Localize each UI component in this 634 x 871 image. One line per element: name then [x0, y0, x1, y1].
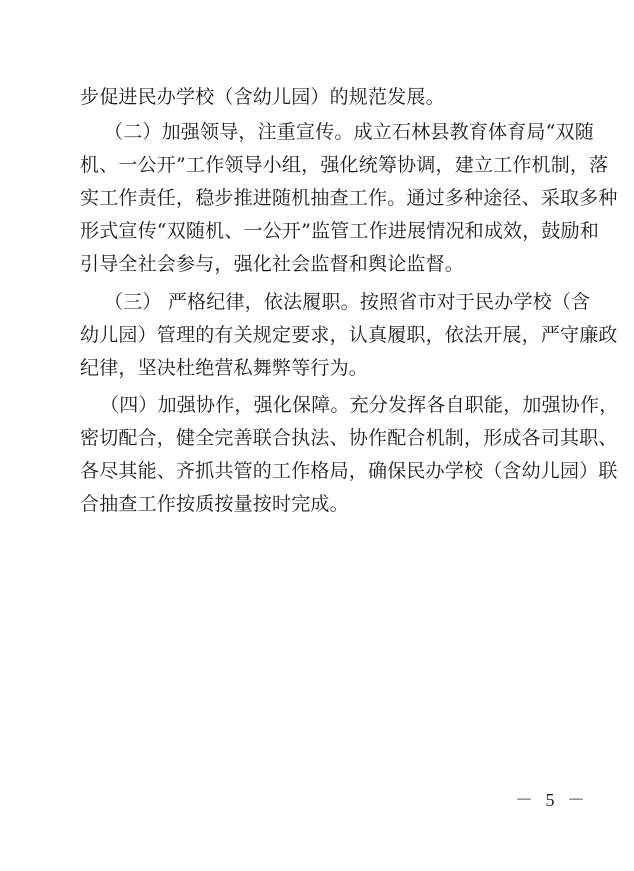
text-line: 幼儿园）管理的有关规定要求，认真履职，依法开展，严守廉政: [80, 324, 618, 346]
text-line: 合抽查工作按质按量按时完成。: [80, 493, 349, 515]
text-line: 引导全社会参与，强化社会监督和舆论监督。: [80, 253, 465, 275]
paragraph-2-heading-line: （二）加强领导，注重宣传。成立石林县教育体育局“双随: [104, 121, 594, 143]
text-line: 纪律，坚决杜绝营私舞弊等行为。: [80, 357, 369, 379]
paragraph-4-heading-line: （四）加强协作，强化保障。充分发挥各自职能，加强协作，: [100, 394, 619, 416]
text-line: 实工作责任，稳步推进随机抽查工作。通过多种途径、采取多种: [80, 187, 618, 209]
text-line: 密切配合，健全完善联合执法、协作配合机制，形成各司其职、: [80, 427, 618, 449]
text-line: 步促进民办学校（含幼儿园）的规范发展。: [80, 86, 445, 108]
text-line: 各尽其能、齐抓共管的工作格局，确保民办学校（含幼儿园）联: [80, 460, 618, 482]
page-number: － 5 －: [515, 790, 589, 810]
text-line: 机、一公开”工作领导小组，强化统筹协调，建立工作机制，落: [80, 154, 609, 176]
paragraph-3-heading-line: （三） 严格纪律，依法履职。按照省市对于民办学校（含: [104, 291, 591, 313]
text-line: 形式宣传“双随机、一公开”监管工作进展情况和成效，鼓励和: [80, 220, 600, 242]
